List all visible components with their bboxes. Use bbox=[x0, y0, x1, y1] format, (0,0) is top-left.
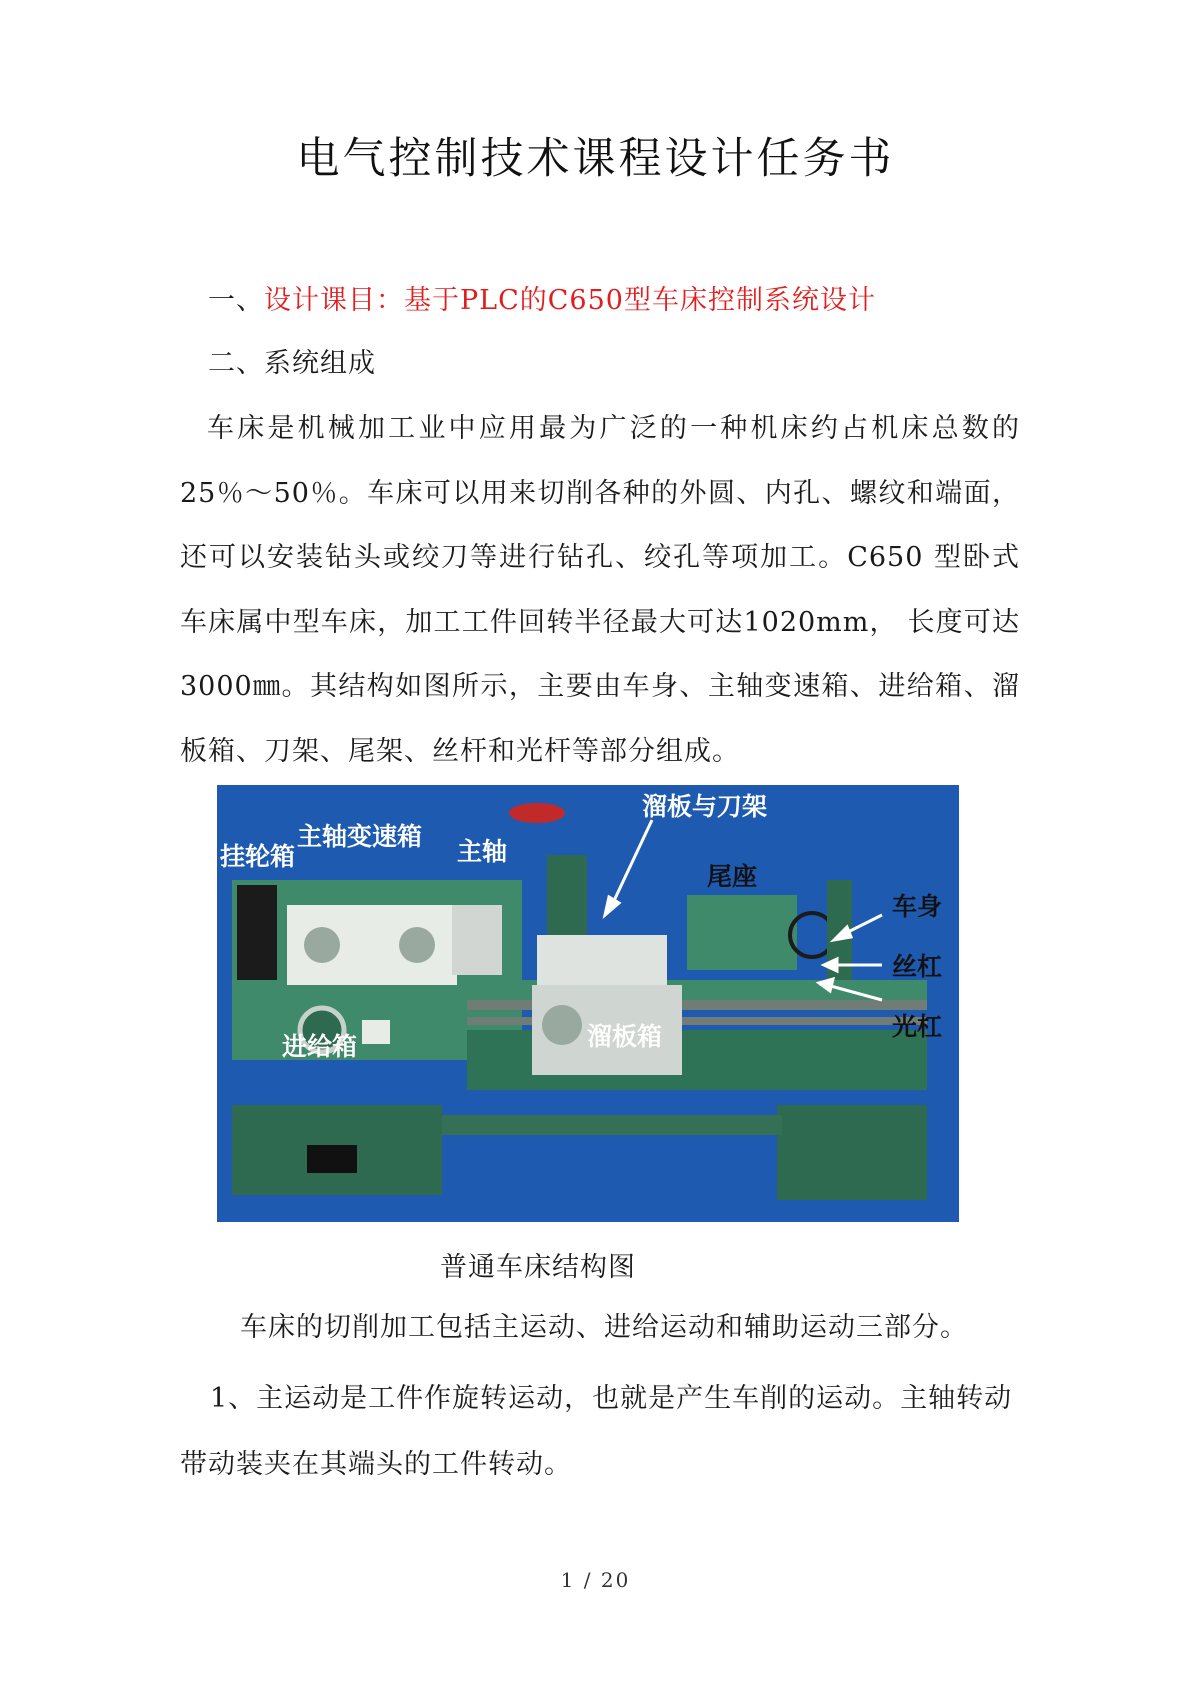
chip-tray bbox=[442, 1115, 782, 1135]
tool-post bbox=[547, 855, 587, 935]
right-selector-knob bbox=[399, 927, 435, 963]
section-1-heading bbox=[208, 278, 876, 317]
page-number: 1 / 20 bbox=[560, 1568, 631, 1592]
label-spindle-gearbox: 主轴变速箱 bbox=[297, 822, 423, 851]
label-lead-screw: 丝杠 bbox=[892, 952, 943, 981]
figure-caption: 普通车床结构图 bbox=[440, 1252, 636, 1283]
label-feed-box: 进给箱 bbox=[282, 1032, 358, 1061]
label-feed-rod: 光杠 bbox=[892, 1012, 943, 1041]
apron-handwheel bbox=[542, 1005, 582, 1045]
lathe-structure-figure bbox=[217, 785, 959, 1222]
cutting-motions-paragraph: 车床的切削加工包括主运动、进给运动和辅助运动三部分。 bbox=[240, 1312, 968, 1343]
section-2-heading: 二、系统组成 bbox=[208, 348, 376, 379]
carriage bbox=[537, 935, 667, 985]
feed-box-lever bbox=[362, 1020, 390, 1044]
label-slide-tool: 溜板与刀架 bbox=[642, 792, 768, 821]
label-spindle: 主轴 bbox=[457, 837, 508, 866]
left-selector-knob bbox=[304, 927, 340, 963]
section-1-prefix: 一、 bbox=[208, 285, 264, 316]
document-title: 电气控制技术课程设计任务书 bbox=[296, 134, 895, 184]
work-lamp bbox=[509, 803, 565, 823]
label-apron: 溜板箱 bbox=[587, 1022, 663, 1051]
right-leg bbox=[777, 1105, 927, 1200]
change-gear-cover bbox=[237, 885, 277, 980]
chuck bbox=[452, 905, 502, 975]
label-tailstock: 尾座 bbox=[707, 862, 758, 891]
section-1-topic: 设计课目：基于PLC的C650型车床控制系统设计 bbox=[264, 285, 876, 316]
label-bed: 车身 bbox=[892, 892, 943, 921]
main-motion-paragraph: 1、主运动是工件作旋转运动，也就是产生车削的运动。主轴转动带动装夹在其端头的工件转动。 bbox=[180, 1383, 1013, 1480]
label-change-gear-box: 挂轮箱 bbox=[220, 842, 296, 871]
system-description-paragraph: 车床是机械加工业中应用最为广泛的一种机床约占机床总数的25％～50％。车床可以用来切削各种的外圆、内孔、螺纹和端面，还可以安装钻头或绞刀等进行钻孔、绞孔等项加工。C650 型卧式车床属中型车床，加工工件回转半径最大可达1020mm， 长度可达3000㎜。其结构如图所示，主要由车身、主轴变速箱、进给箱、溜板箱、刀架、尾架、丝杆和光杆等部分组成。 bbox=[180, 413, 1020, 767]
motor-plate bbox=[307, 1145, 357, 1173]
tailstock-body bbox=[687, 895, 797, 970]
